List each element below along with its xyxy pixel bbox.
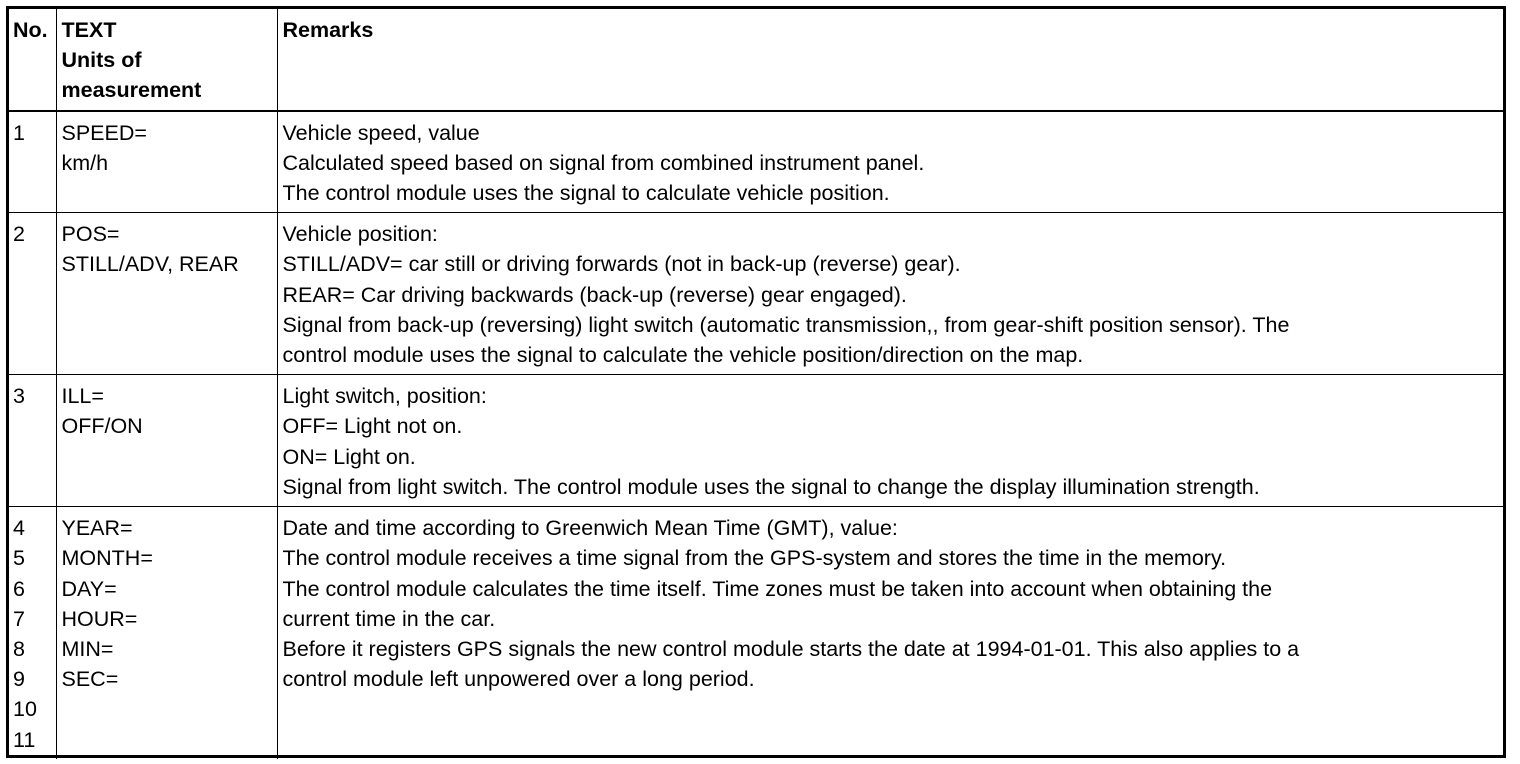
row-text-cell xyxy=(56,111,277,213)
row-number-cell xyxy=(9,507,56,759)
remark-line: ON= Light on. xyxy=(282,444,416,469)
row-text-cell xyxy=(56,213,277,375)
row-number: 5 xyxy=(13,546,25,571)
row-number: 6 xyxy=(13,576,25,601)
remark-line: OFF= Light not on. xyxy=(282,414,463,439)
remark-line: The control module uses the signal to calculate vehicle position. xyxy=(282,181,890,206)
row-number-cell xyxy=(9,375,56,507)
remark-line: STILL/ADV= car still or driving forwards (not in back-up (reverse) gear). xyxy=(282,252,961,277)
remark-line: Calculated speed based on signal from combined instrument panel. xyxy=(282,150,925,175)
parameter-name: ILL= xyxy=(61,384,104,409)
header-no: No. xyxy=(9,9,56,111)
row-remarks-cell xyxy=(277,507,1503,759)
row-number: 7 xyxy=(13,606,25,631)
parameter-name: SPEED= xyxy=(61,120,147,145)
remark-line: control module uses the signal to calculate the vehicle position/direction on the map. xyxy=(282,343,1084,368)
row-number-cell xyxy=(9,213,56,375)
row-number: 10 xyxy=(13,697,37,722)
remark-line: The control module calculates the time itself. Time zones must be taken into account when obtaining the xyxy=(282,576,1273,601)
row-text-cell xyxy=(56,375,277,507)
parameter-unit: km/h xyxy=(61,150,109,175)
row-text-cell xyxy=(56,507,277,759)
remark-line: Vehicle position: xyxy=(282,222,438,247)
parameter-name: MIN= xyxy=(61,637,114,662)
parameter-table xyxy=(9,9,1503,759)
remark-line: current time in the car. xyxy=(282,606,496,631)
remark-line: Light switch, position: xyxy=(282,384,487,409)
table-row xyxy=(9,213,1503,375)
row-number: 8 xyxy=(13,637,25,662)
remark-line: Signal from back-up (reversing) light switch (automatic transmission,, from gear-shift position sensor). The xyxy=(282,312,1290,337)
header-remarks: Remarks xyxy=(277,9,1503,111)
row-number: 1 xyxy=(13,120,25,145)
table-header-row xyxy=(9,9,1503,111)
table-row xyxy=(9,375,1503,507)
parameter-unit: STILL/ADV, REAR xyxy=(61,252,239,277)
parameter-table-frame xyxy=(6,6,1506,758)
parameter-name: POS= xyxy=(61,222,120,247)
parameter-name: HOUR= xyxy=(61,606,138,631)
parameter-name: SEC= xyxy=(61,667,119,692)
remark-line: control module left unpowered over a long period. xyxy=(282,667,755,692)
row-remarks-cell xyxy=(277,111,1503,213)
remark-line: Date and time according to Greenwich Mean Time (GMT), value: xyxy=(282,516,898,541)
row-number-cell xyxy=(9,111,56,213)
remark-line: Vehicle speed, value xyxy=(282,120,480,145)
remark-line: Before it registers GPS signals the new control module starts the date at 1994-01-01. This also applies to a xyxy=(282,637,1300,662)
header-text-line: measurement xyxy=(61,78,202,103)
header-text-units xyxy=(56,9,277,111)
remark-line: The control module receives a time signal from the GPS-system and stores the time in the memory. xyxy=(282,546,1227,571)
remark-line: REAR= Car driving backwards (back-up (reverse) gear engaged). xyxy=(282,282,907,307)
row-number: 9 xyxy=(13,667,25,692)
row-number: 4 xyxy=(13,516,25,541)
parameter-name: MONTH= xyxy=(61,546,153,571)
table-row xyxy=(9,111,1503,213)
row-number: 11 xyxy=(13,727,36,752)
header-text-line: Units of xyxy=(61,48,142,73)
remark-line: Signal from light switch. The control module uses the signal to change the display illumination strength. xyxy=(282,474,1260,499)
row-number: 2 xyxy=(13,222,25,247)
parameter-name: YEAR= xyxy=(61,516,133,541)
row-remarks-cell xyxy=(277,213,1503,375)
table-row xyxy=(9,507,1503,759)
parameter-unit: OFF/ON xyxy=(61,414,143,439)
row-remarks-cell xyxy=(277,375,1503,507)
parameter-name: DAY= xyxy=(61,576,117,601)
header-text-line: TEXT xyxy=(61,18,117,42)
row-number: 3 xyxy=(13,384,25,409)
